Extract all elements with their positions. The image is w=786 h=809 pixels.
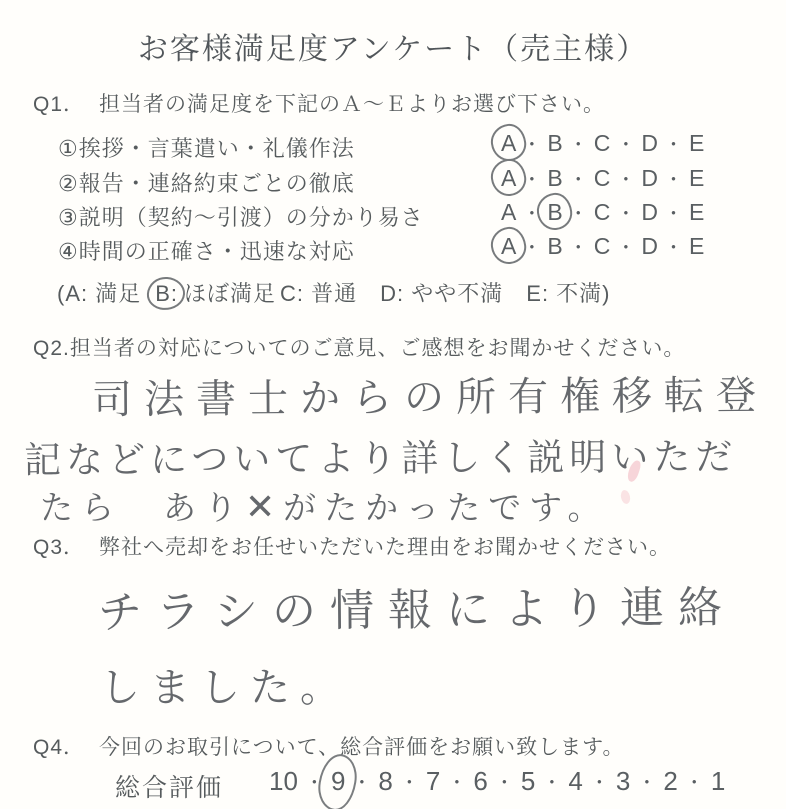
scale-3: 3: [615, 766, 631, 796]
scale-separator: ・: [589, 773, 609, 794]
option-E: E: [689, 233, 706, 259]
q1-item-4-options: [500, 233, 706, 260]
option-A-selected: A: [501, 233, 518, 259]
q2-header: [33, 332, 685, 362]
q2-answer-line-3: [40, 482, 609, 529]
scale-7: 7: [425, 766, 441, 796]
option-D: D: [641, 165, 659, 191]
q2-number: Q2.: [33, 337, 70, 360]
option-C: C: [593, 233, 612, 259]
scale-8: 8: [378, 766, 393, 796]
q1-item-2-label: ②報告・連絡約束ごとの徹底: [58, 171, 355, 196]
q1-item-1-options: [500, 130, 706, 157]
q4-text: 今回のお取引について、総合評価をお願い致します。: [99, 736, 625, 759]
legend-open: (A: 満足: [57, 281, 142, 306]
option-D: D: [641, 233, 659, 259]
q2-answer-line-1: 司法書士からの所有権移転登: [91, 372, 769, 424]
option-separator: ・: [663, 170, 684, 191]
pink-scan-stain: [620, 489, 632, 505]
legend-rest: C: 普通 D: やや不満 E: 不満): [280, 281, 611, 306]
option-A-selected: A: [501, 130, 518, 156]
option-separator: ・: [616, 238, 637, 259]
option-B: B: [547, 130, 564, 156]
q1-number: Q1．: [33, 93, 86, 116]
q2-answer-line-3-pre: たら あり: [40, 488, 245, 527]
scale-4: 4: [568, 766, 583, 796]
q2-answer-line-3-post: がたかったです。: [283, 488, 609, 527]
q4-number: Q4．: [33, 736, 86, 759]
q3-header: [33, 531, 671, 561]
option-separator: ・: [522, 204, 543, 225]
scale-separator: ・: [447, 773, 467, 794]
q1-item-4-label: ④時間の正確さ・迅速な対応: [58, 239, 355, 264]
legend-after: ほぼ満足: [184, 281, 277, 306]
scale-1: 1: [710, 766, 726, 796]
option-E: E: [689, 199, 706, 225]
page-title: お客様満足度アンケート（売主様）: [137, 33, 649, 66]
scale-10: 10: [269, 766, 298, 796]
scale-separator: ・: [637, 773, 657, 794]
scale-separator: ・: [542, 773, 562, 794]
option-separator: ・: [568, 170, 589, 191]
scale-2: 2: [663, 766, 678, 796]
option-separator: ・: [522, 135, 543, 156]
q1-header: [33, 88, 605, 118]
option-E: E: [689, 130, 706, 156]
q3-text: 弊社へ売却をお任せいただいた理由をお聞かせください。: [99, 536, 672, 559]
q2-answer-line-2: 記などについてより詳しく説明いただ: [23, 435, 738, 482]
option-B: B: [547, 165, 564, 191]
q1-item-3-label: ③説明（契約～引渡）の分かり易さ: [58, 205, 424, 230]
scale-5: 5: [520, 766, 536, 796]
scale-separator: ・: [352, 773, 372, 794]
q3-answer-line-2: しました。: [100, 665, 350, 711]
scale-separator: ・: [399, 773, 419, 794]
q4-header: [33, 731, 625, 761]
option-C: C: [593, 165, 612, 191]
option-B: B: [547, 233, 564, 259]
scale-separator: ・: [304, 773, 324, 794]
q1-item-2-options: [500, 165, 706, 192]
option-separator: ・: [663, 135, 684, 156]
option-A-selected: A: [501, 165, 518, 191]
scale-separator: ・: [494, 773, 514, 794]
scale-separator: ・: [684, 773, 704, 794]
q3-answer-line-1: チラシの情報により連絡: [97, 582, 737, 639]
crossed-out-character: ✕: [245, 487, 284, 528]
option-separator: ・: [616, 135, 637, 156]
q1-item-3-options: [500, 199, 706, 226]
option-separator: ・: [663, 204, 684, 225]
option-A: A: [501, 199, 518, 225]
q1-item-row: [58, 165, 706, 197]
option-C: C: [593, 199, 612, 225]
q1-text: 担当者の満足度を下記のＡ～Ｅよりお選び下さい。: [99, 93, 606, 116]
option-E: E: [689, 165, 706, 191]
overall-rating-scale: [268, 766, 726, 797]
option-separator: ・: [568, 204, 589, 225]
q1-rating-legend: [57, 277, 611, 308]
option-separator: ・: [663, 238, 684, 259]
q1-item-1-label: ①挨拶・言葉遣い・礼儀作法: [58, 136, 355, 161]
scale-6: 6: [473, 766, 488, 796]
q1-item-row: [58, 199, 706, 231]
scale-9-selected: 9: [330, 766, 346, 796]
option-separator: ・: [522, 238, 543, 259]
option-separator: ・: [616, 170, 637, 191]
q1-item-row: [58, 130, 706, 162]
q1-item-row: [58, 233, 706, 265]
option-B-selected: B: [547, 199, 564, 225]
option-D: D: [641, 130, 659, 156]
option-separator: ・: [522, 170, 543, 191]
q3-number: Q3．: [33, 536, 86, 559]
option-separator: ・: [568, 135, 589, 156]
option-separator: ・: [616, 204, 637, 225]
option-C: C: [593, 130, 612, 156]
legend-b-circled: B:: [155, 281, 179, 306]
overall-rating-label: 総合評価: [115, 774, 224, 802]
option-separator: ・: [568, 238, 589, 259]
q2-text: 担当者の対応についてのご意見、ご感想をお聞かせください。: [69, 337, 686, 360]
option-D: D: [641, 199, 659, 225]
